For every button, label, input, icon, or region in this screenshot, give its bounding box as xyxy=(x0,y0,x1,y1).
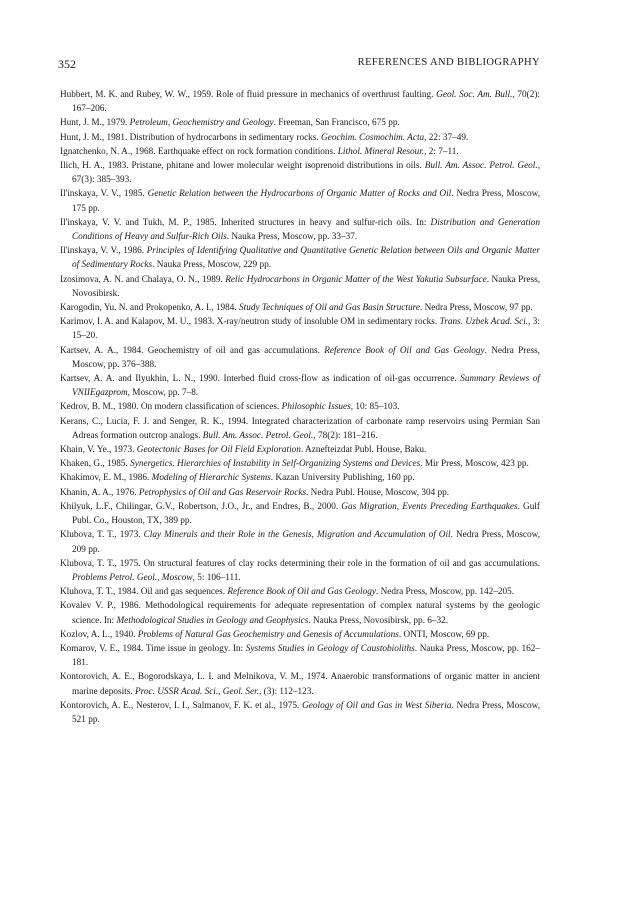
reference-entry xyxy=(60,699,540,727)
reference-entry xyxy=(60,628,540,642)
reference-entry xyxy=(60,244,540,272)
reference-text: Kozlov, A. L., 1940. xyxy=(60,629,138,640)
reference-entry xyxy=(60,400,540,414)
reference-source-title: Relic Hydrocarbons in Organic Matter of the West Yakutia Subsurface xyxy=(225,274,487,285)
reference-source-title: Petrophysics of Oil and Gas Reservoir Rocks xyxy=(138,487,307,498)
reference-source-title: Modeling of Hierarchic Systems xyxy=(151,473,271,484)
reference-source-title: Bull. Am. Assoc. Petrol. Geol. xyxy=(202,430,314,441)
reference-source-title: Geotectonic Bases for Oil Field Exploration xyxy=(136,445,301,456)
reference-text: Hunt, J. M., 1981. Distribution of hydrocarbons in sedimentary rocks. xyxy=(60,132,322,143)
reference-details: . Mir Press, Moscow, 423 pp. xyxy=(420,459,529,470)
reference-entry xyxy=(60,500,540,528)
reference-details: . Nauka Press, Moscow, 229 pp. xyxy=(152,260,272,271)
reference-details: . Nauka Press, Novosibirsk, pp. 6–32. xyxy=(308,615,449,626)
reference-text: Kluhova, T. T., 1984. Oil and gas sequences. xyxy=(60,587,228,598)
page-header xyxy=(58,57,540,73)
reference-source-title: Summary Reviews of VNIIEgazprom xyxy=(72,374,540,399)
reference-source-title: Genetic Relation between the Hydrocarbons of Organic Matter of Rocks and Oil xyxy=(147,189,452,200)
reference-details: , 10: 85–103. xyxy=(350,402,400,413)
reference-text: Hunt, J. M., 1979. xyxy=(60,118,130,129)
reference-details: . Nauka Press, Novosibirsk. xyxy=(72,274,541,299)
reference-entry xyxy=(60,216,540,244)
reference-details: , 2: 7–11. xyxy=(424,146,459,157)
reference-details: . Nedra Press, Moscow, 175 pp. xyxy=(72,189,541,214)
reference-source-title: Geol. Soc. Am. Bull. xyxy=(436,90,513,100)
reference-source-title: Bull. Am. Assoc. Petrol. Geol. xyxy=(424,161,538,172)
reference-entry xyxy=(60,88,540,116)
reference-source-title: Petroleum, Geochemistry and Geology xyxy=(129,118,274,129)
reference-details: . Kazan University Publishing, 160 pp. xyxy=(270,473,415,484)
reference-details: . Aznefteizdat Publ. House, Baku. xyxy=(300,445,427,456)
reference-text: Klubova, T. T., 1975. On structural features of clay rocks determining their role in the formation of oil and gas accumulations. xyxy=(60,558,540,569)
reference-source-title: Proc. USSR Acad. Sci., Geol. Ser. xyxy=(134,686,260,697)
reference-text: Klubova, T. T., 1973. xyxy=(60,530,144,541)
reference-details: , 22: 37–49. xyxy=(424,132,469,143)
reference-text: Kontorovich, A. E., Bogorodskaya, L. I. and Melnikova, V. M., 1974. Anaerobic transformations of organic matter in ancient marine deposits. xyxy=(60,672,540,697)
reference-text: Il'inskaya, V. V., 1985. xyxy=(60,189,148,200)
reference-entry xyxy=(60,471,540,485)
reference-details: , 67(3): 385–393. xyxy=(72,161,540,186)
reference-entry xyxy=(60,372,540,400)
reference-details: . Nauka Press, Moscow, pp. 162–181. xyxy=(72,643,540,669)
reference-text: Ilich, H. A., 1983. Pristane, phitane and lower molecular weight isoprenoid distributions in oils. xyxy=(60,161,425,172)
reference-source-title: Geology of Oil and Gas in West Siberia xyxy=(302,700,452,711)
reference-source-title: Gas Migration, Events Preceding Earthquakes xyxy=(341,501,518,512)
reference-text: Khain, V. Ye., 1973. xyxy=(60,445,137,456)
page-number: 352 xyxy=(58,57,76,71)
reference-details: . Nauka Press, Moscow, pp. 33–37. xyxy=(226,232,358,243)
reference-text: Kerans, C., Lucia, F. J. and Senger, R. K., 1994. Integrated characterization of carbonate ramp reservoirs using Permian San Adreas formation outcrop analogs. xyxy=(60,416,540,441)
reference-text: Izosimova, A. N. and Chalaya, O. N., 1989. xyxy=(60,274,226,285)
reference-text: Khaken, G., 1985. xyxy=(60,459,131,470)
reference-source-title: Systems Studies in Geology of Caustobioliths xyxy=(245,643,415,654)
reference-entry xyxy=(60,273,540,301)
reference-source-title: Study Techniques of Oil and Gas Basin Structure xyxy=(239,303,420,314)
reference-details: . ONTI, Moscow, 69 pp. xyxy=(398,629,490,640)
reference-text: Hubbert, M. K. and Rubey, W. W., 1959. Role of fluid pressure in mechanics of overthrust faulting. xyxy=(60,90,437,100)
reference-entry xyxy=(60,670,540,698)
reference-entry xyxy=(60,315,540,343)
reference-text: Il'inskaya, V. V., 1986. xyxy=(60,246,147,257)
reference-details: , 3: 15–20. xyxy=(72,317,540,342)
reference-text: Karogodin, Yu. N. and Prokopenko, A. I., 1984. xyxy=(60,303,239,314)
reference-entry xyxy=(60,599,540,627)
reference-entry xyxy=(60,131,540,145)
reference-text: Kartsev, A. A. and Ilyukhin, L. N., 1990. Interbed fluid cross-flow as indication of oil-gas occurrence. xyxy=(60,374,461,385)
reference-text: Khilyuk, L.F., Chilingar, G.V., Robertson, J.O., Jr., and Endres, B., 2000. xyxy=(60,501,342,512)
reference-entry xyxy=(60,528,540,556)
reference-details: . Nedra Press, Moscow, 521 pp. xyxy=(72,700,541,725)
reference-details: , Moscow, pp. 7–8. xyxy=(127,388,199,399)
reference-entry xyxy=(60,301,540,315)
reference-entry xyxy=(60,145,540,159)
reference-entry xyxy=(60,557,540,585)
reference-details: . Gulf Publ. Co., Houston, TX, 389 pp. xyxy=(72,501,540,527)
reference-source-title: Synergetics. Hierarchies of Instability in Self-Organizing Systems and Devices xyxy=(130,459,421,470)
reference-entry xyxy=(60,116,540,130)
reference-text: Kontorovich, A. E., Nesterov, I. I., Salmanov, F. K. et al., 1975. xyxy=(60,700,303,711)
reference-source-title: Reference Book of Oil and Gas Geology xyxy=(324,345,485,356)
reference-source-title: Philosophic Issues xyxy=(281,402,351,413)
reference-entry xyxy=(60,443,540,457)
reference-source-title: Distribution and Generation Conditions of Heavy and Sulfur-Rich Oils xyxy=(72,217,540,243)
reference-details: . Nedra Press, Moscow, pp. 376–388. xyxy=(72,345,540,370)
reference-details: , 70(2): 167–206. xyxy=(72,90,540,115)
reference-text: Kartsev, A. A., 1984. Geochemistry of oil and gas accumulations. xyxy=(60,345,325,356)
reference-text: Il'inskaya, V. V. and Tukh, M. P., 1985. Inherited structures in heavy and sulfur-rich oils. In: xyxy=(60,217,431,228)
reference-text: Karimov, I. A. and Kalapov, M. U., 1983. X-ray/neutron study of insoluble OM in sedimentary rocks. xyxy=(60,317,440,328)
reference-details: , (3): 112–123. xyxy=(259,686,314,697)
reference-details: , 78(2): 181–216. xyxy=(313,430,378,441)
reference-entry xyxy=(60,344,540,372)
reference-source-title: Reference Book of Oil and Gas Geology xyxy=(227,587,376,598)
reference-details: , 5: 106–111. xyxy=(192,572,241,583)
reference-entry xyxy=(60,585,540,599)
reference-text: Kovalev V. P., 1986. Methodological requirements for adequate representation of complex natural systems by the geologic science. In: xyxy=(60,601,540,626)
reference-text: Ignatchenko, N. A., 1968. Earthquake effect on rock formation conditions. xyxy=(60,146,338,157)
reference-details: . Nedra Publ. House, Moscow, 304 pp. xyxy=(306,487,450,498)
reference-text: Kedrov, B. M., 1980. On modern classification of sciences. xyxy=(60,402,282,413)
reference-entry xyxy=(60,457,540,471)
reference-list xyxy=(60,88,540,727)
reference-details: . Freeman, San Francisco, 675 pp. xyxy=(273,118,400,129)
reference-source-title: Clay Minerals and their Role in the Genesis, Migration and Accumulation of Oil xyxy=(143,530,451,541)
reference-entry xyxy=(60,415,540,443)
reference-text: Khanin, A. A., 1976. xyxy=(60,487,139,498)
reference-source-title: Lithol. Mineral Resour. xyxy=(337,146,425,157)
reference-entry xyxy=(60,486,540,500)
reference-source-title: Problems Petrol. Geol., Moscow xyxy=(72,572,193,583)
running-head: REFERENCES AND BIBLIOGRAPHY xyxy=(357,57,540,68)
reference-text: Khakimov, E. M., 1986. xyxy=(60,473,152,484)
reference-details: . Nedra Press, Moscow, pp. 142–205. xyxy=(375,587,515,598)
reference-source-title: Geochim. Cosmochim. Acta xyxy=(321,132,425,143)
reference-entry xyxy=(60,187,540,215)
reference-text: Komarov, V. E., 1984. Time issue in geology. In: xyxy=(60,643,246,654)
reference-details: . Nedra Press, Moscow, 209 pp. xyxy=(72,530,541,555)
reference-entry xyxy=(60,159,540,187)
reference-source-title: Methodological Studies in Geology and Geophysics xyxy=(116,615,309,626)
reference-source-title: Trans. Uzbek Acad. Sci. xyxy=(439,317,529,328)
reference-source-title: Problems of Natural Gas Geochemistry and Genesis of Accumulations xyxy=(137,629,399,640)
reference-source-title: Principles of Identifying Qualitative and Quantitative Genetic Relation between Oils and Organic Matter of Sedimentary Rocks xyxy=(72,246,540,271)
reference-entry xyxy=(60,642,540,670)
reference-details: . Nedra Press, Moscow, 97 pp. xyxy=(419,303,533,314)
